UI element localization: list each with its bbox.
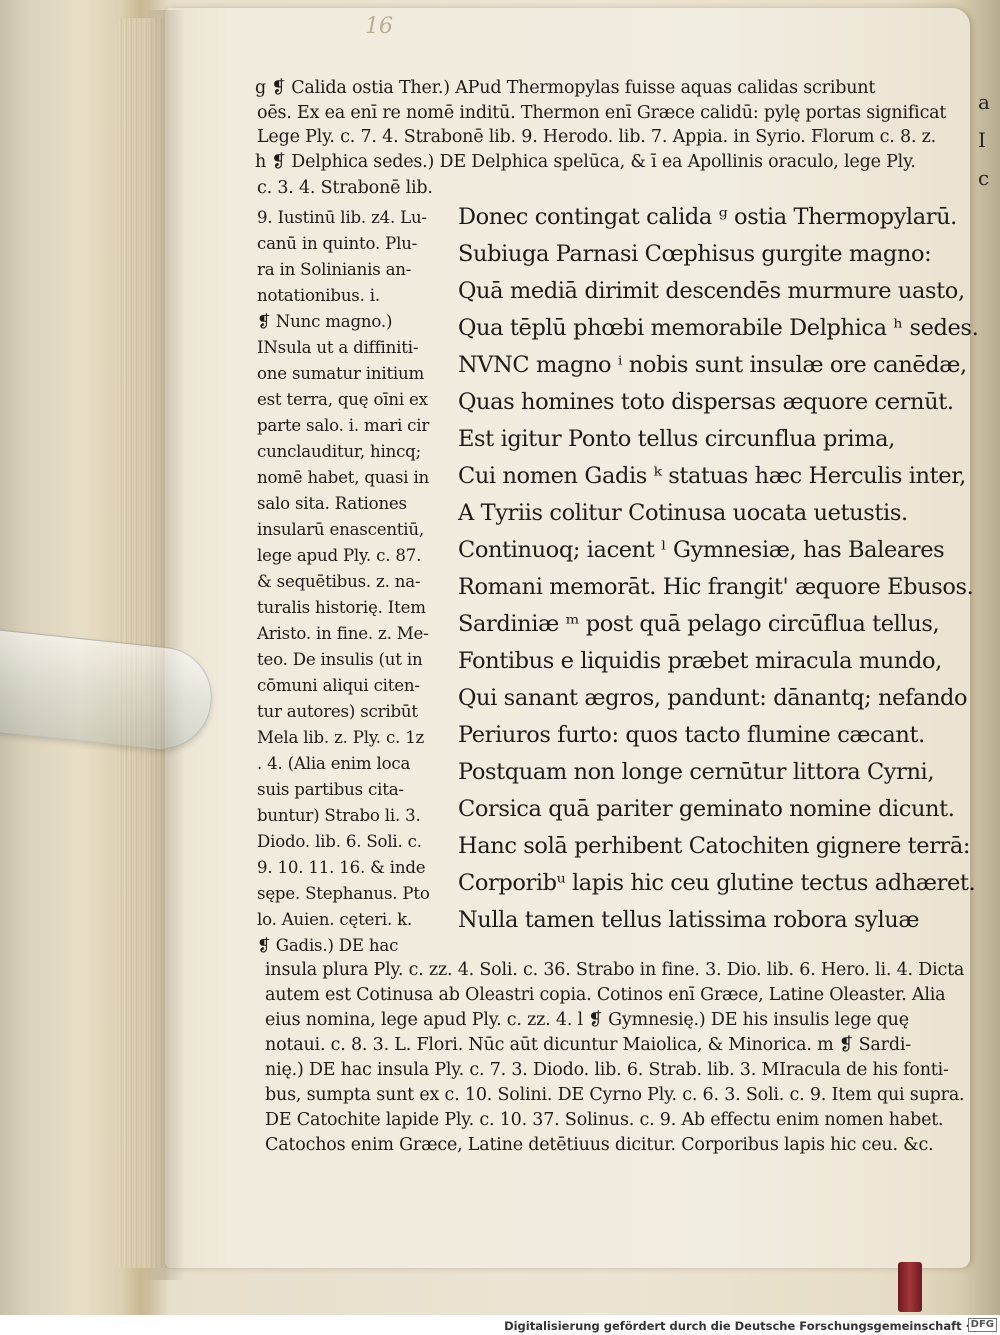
commentary-line: autem est Cotinusa ab Oleastri copia. Cotinos enī Græce, Latine Oleaster. Alia [265, 985, 946, 1005]
verse-line: Continuoq; iacent ˡ Gymnesiæ, has Baleares [458, 537, 945, 563]
side-note-line: . 4. (Alia enim loca [257, 754, 411, 773]
verse-line: A Tyriis colitur Cotinusa uocata uetustis. [458, 500, 908, 526]
side-note-line: INsula ut a diffiniti- [257, 338, 419, 357]
verse-line: Est igitur Ponto tellus circunflua prima, [458, 426, 895, 452]
facing-page-edge-text [978, 90, 1000, 204]
verse-line: Cui nomen Gadis ᵏ statuas hæc Herculis inter, [458, 463, 966, 489]
dfg-logo: DFG [968, 1318, 997, 1332]
side-note-line: ❡ Nunc magno.) [257, 312, 393, 331]
side-note-line: suis partibus cita- [257, 780, 404, 799]
side-note-line: one sumatur initium [257, 364, 425, 383]
side-note-line: Mela lib. z. Ply. c. 1z [257, 728, 425, 747]
margin-glyph: I [978, 128, 986, 152]
margin-glyph: c [978, 166, 990, 190]
footer-credit: Digitalisierung gefördert durch die Deutsche Forschungsgemeinschaft · [504, 1319, 970, 1333]
side-note-line: salo sita. Rationes [257, 494, 407, 513]
commentary-line: eius nomina, lege apud Ply. c. zz. 4. l ❡ Gymnesię.) DE his insulis lege quę [265, 1010, 909, 1030]
commentary-line: Catochos enim Græce, Latine detētiuus dicitur. Corporibus lapis hic ceu. &c. [265, 1135, 934, 1155]
side-note-line: notationibus. i. [257, 286, 380, 305]
side-note-line: canū in quinto. Plu- [257, 234, 418, 253]
commentary-line: nię.) DE hac insula Ply. c. 7. 3. Diodo. lib. 6. Strab. lib. 3. MIracula de his fonti- [265, 1060, 949, 1080]
verse-line: Fontibus e liquidis præbet miracula mundo, [458, 648, 942, 674]
margin-glyph: a [978, 90, 990, 114]
side-note-line: Diodo. lib. 6. Soli. c. [257, 832, 422, 851]
verse-line: Nulla tamen tellus latissima robora syluæ [458, 907, 920, 933]
side-note-line: ❡ Gadis.) DE hac [257, 936, 399, 955]
verse-line: Qua tēplū phœbi memorabile Delphica ʰ sedes. [458, 315, 979, 341]
side-note-line: 9. 10. 11. 16. & inde [257, 858, 426, 877]
commentary-line: insula plura Ply. c. zz. 4. Soli. c. 36. Strabo in fine. 3. Dio. lib. 6. Hero. li. 4. Dicta [265, 960, 965, 980]
verse-line: Subiuga Parnasi Cœphisus gurgite magno: [458, 241, 932, 267]
side-note-line: ra in Solinianis an- [257, 260, 412, 279]
verse-line: Hanc solā perhibent Catochiten gignere terrā: [458, 833, 971, 859]
commentary-line: notaui. c. 8. 3. L. Flori. Nūc aūt dicuntur Maiolica, & Minorica. m ❡ Sardi- [265, 1035, 911, 1055]
side-note-line: Aristo. in fine. z. Me- [257, 624, 429, 643]
side-note-line: parte salo. i. mari cir [257, 416, 430, 435]
side-note-line: cunclauditur, hincq; [257, 442, 421, 461]
verse-line: Qui sanant ægros, pandunt: dānantq; nefando [458, 685, 968, 711]
page-number: 16 [365, 14, 393, 39]
commentary-line: g ❡ Calida ostia Ther.) APud Thermopylas fuisse aquas calidas scribunt [255, 78, 876, 98]
verse-line: NVNC magno ⁱ nobis sunt insulæ ore canēdæ, [458, 352, 967, 378]
verse-line: Corporibᵘ lapis hic ceu glutine tectus adhæret. [458, 870, 976, 896]
commentary-line: h ❡ Delphica sedes.) DE Delphica spelūca, & ī ea Apollinis oraculo, lege Ply. [255, 152, 916, 172]
verse-line: Sardiniæ ᵐ post quā pelago circūflua tellus, [458, 611, 940, 637]
side-note-line: & sequētibus. z. na- [257, 572, 421, 591]
side-note-line: tur autores) scribūt [257, 702, 418, 721]
side-note-line: lo. Auien. cęteri. k. [257, 910, 413, 929]
commentary-line: bus, sumpta sunt ex c. 10. Solini. DE Cyrno Ply. c. 6. 3. Soli. c. 9. Item qui supra. [265, 1085, 965, 1105]
verse-line: Quā mediā dirimit descendēs murmure uasto, [458, 278, 965, 304]
verse-line: Donec contingat calida ᵍ ostia Thermopylarū. [458, 204, 957, 230]
side-note-line: lege apud Ply. c. 87. [257, 546, 422, 565]
verse-line: Periuros furto: quos tacto flumine cæcant. [458, 722, 925, 748]
side-note-line: insularū enascentiū, [257, 520, 424, 539]
side-note-line: cōmuni aliqui citen- [257, 676, 420, 695]
verse-line: Romani memorāt. Hic frangit' æquore Ebusos. [458, 574, 974, 600]
side-note-line: est terra, quę oīni ex [257, 390, 428, 409]
verse-line: Postquam non longe cernūtur littora Cyrni, [458, 759, 935, 785]
side-note-line: sępe. Stephanus. Pto [257, 884, 430, 903]
verse-line: Quas homines toto dispersas æquore cernūt. [458, 389, 954, 415]
side-note-line: turalis historię. Item [257, 598, 426, 617]
commentary-line: Lege Ply. c. 7. 4. Strabonē lib. 9. Herodo. lib. 7. Appia. in Syrio. Florum c. 8. z. [257, 127, 937, 147]
side-note-line: buntur) Strabo li. 3. [257, 806, 421, 825]
commentary-line: DE Catochite lapide Ply. c. 10. 37. Solinus. c. 9. Ab effectu enim nomen habet. [265, 1110, 944, 1130]
commentary-line: oēs. Ex ea enī re nomē inditū. Thermon enī Græce calidū: pylę portas significat [257, 103, 947, 123]
side-note-line: nomē habet, quasi in [257, 468, 430, 487]
bookmark-ribbon [898, 1262, 922, 1312]
verse-line: Corsica quā pariter geminato nomine dicunt. [458, 796, 955, 822]
side-note-line: 9. Iustinū lib. z4. Lu- [257, 208, 427, 227]
commentary-line: c. 3. 4. Strabonē lib. [257, 178, 433, 198]
side-note-line: teo. De insulis (ut in [257, 650, 423, 669]
